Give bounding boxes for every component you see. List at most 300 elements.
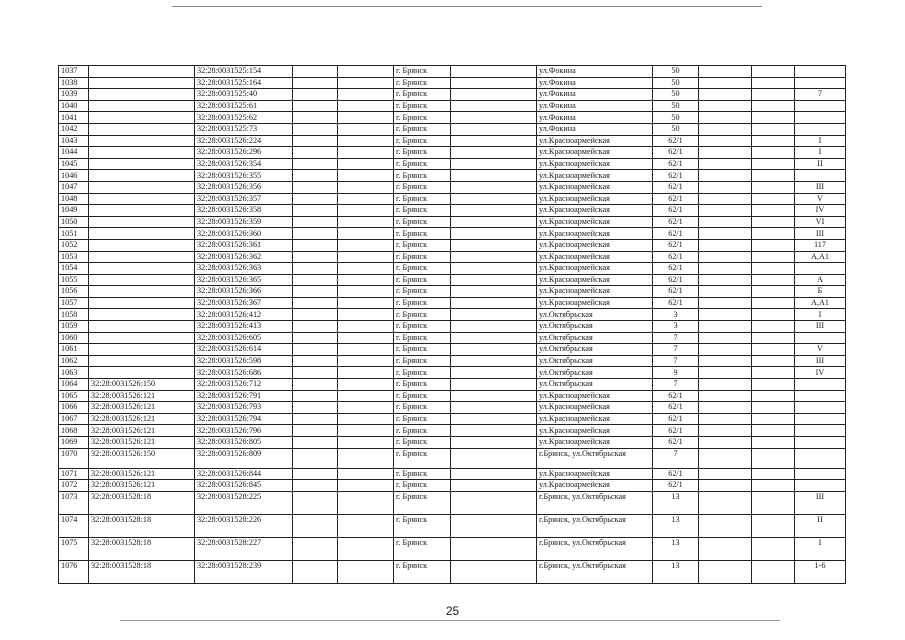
empty-cell (293, 100, 338, 112)
street-cell: ул.Красноармейская (537, 437, 653, 449)
premises-number-cell: А (795, 274, 846, 286)
cadastral-number-cell: 32:28:0031525:164 (195, 77, 293, 89)
row-number-cell: 1070 (59, 448, 89, 468)
house-number-cell: 50 (653, 77, 699, 89)
empty-cell (451, 181, 537, 193)
empty-cell (451, 402, 537, 414)
row-number-cell: 1037 (59, 66, 89, 78)
empty-cell (699, 379, 752, 391)
house-number-cell: 62/1 (653, 158, 699, 170)
empty-cell (752, 413, 795, 425)
cadastral-number-cell: 32:28:0031526:363 (195, 263, 293, 275)
table-row (59, 170, 846, 182)
parent-cadastral-number-cell (89, 77, 195, 89)
table-row (59, 181, 846, 193)
parent-cadastral-number-cell (89, 158, 195, 170)
cadastral-number-cell: 32:28:0031525:73 (195, 123, 293, 135)
house-number-cell: 50 (653, 66, 699, 78)
empty-cell (451, 390, 537, 402)
street-cell: ул.Фокина (537, 123, 653, 135)
table-row (59, 537, 846, 560)
empty-cell (338, 239, 394, 251)
empty-cell (293, 239, 338, 251)
table-row (59, 480, 846, 492)
empty-cell (338, 123, 394, 135)
property-registry-table (58, 65, 846, 584)
parent-cadastral-number-cell (89, 263, 195, 275)
empty-cell (338, 480, 394, 492)
street-cell: ул.Октябрьская (537, 367, 653, 379)
house-number-cell: 50 (653, 89, 699, 101)
row-number-cell: 1054 (59, 263, 89, 275)
table-row (59, 514, 846, 537)
premises-number-cell (795, 100, 846, 112)
row-number-cell: 1071 (59, 468, 89, 480)
table-row (59, 274, 846, 286)
empty-cell (752, 491, 795, 514)
city-cell: г. Брянск (394, 560, 451, 583)
empty-cell (699, 448, 752, 468)
table-row (59, 158, 846, 170)
parent-cadastral-number-cell (89, 89, 195, 101)
premises-number-cell: IV (795, 205, 846, 217)
city-cell: г. Брянск (394, 170, 451, 182)
city-cell: г. Брянск (394, 251, 451, 263)
city-cell: г. Брянск (394, 355, 451, 367)
premises-number-cell (795, 66, 846, 78)
empty-cell (699, 100, 752, 112)
cadastral-number-cell: 32:28:0031528:239 (195, 560, 293, 583)
empty-cell (752, 390, 795, 402)
premises-number-cell: I (795, 309, 846, 321)
empty-cell (451, 367, 537, 379)
street-cell: ул.Октябрьская (537, 379, 653, 391)
table-row (59, 560, 846, 583)
empty-cell (451, 147, 537, 159)
house-number-cell: 62/1 (653, 297, 699, 309)
empty-cell (752, 193, 795, 205)
city-cell: г. Брянск (394, 274, 451, 286)
empty-cell (699, 390, 752, 402)
table-row (59, 448, 846, 468)
empty-cell (699, 263, 752, 275)
house-number-cell: 62/1 (653, 181, 699, 193)
table-row (59, 112, 846, 124)
empty-cell (699, 170, 752, 182)
empty-cell (293, 468, 338, 480)
empty-cell (293, 286, 338, 298)
cadastral-number-cell: 32:28:0031526:614 (195, 344, 293, 356)
empty-cell (451, 170, 537, 182)
cadastral-number-cell: 32:28:0031526:844 (195, 468, 293, 480)
parent-cadastral-number-cell (89, 274, 195, 286)
table-row (59, 228, 846, 240)
empty-cell (338, 274, 394, 286)
cadastral-number-cell: 32:28:0031526:367 (195, 297, 293, 309)
street-cell: ул.Фокина (537, 112, 653, 124)
parent-cadastral-number-cell (89, 135, 195, 147)
empty-cell (699, 491, 752, 514)
empty-cell (752, 170, 795, 182)
empty-cell (338, 112, 394, 124)
empty-cell (699, 158, 752, 170)
city-cell: г. Брянск (394, 66, 451, 78)
street-cell: ул.Октябрьская (537, 355, 653, 367)
empty-cell (293, 332, 338, 344)
empty-cell (338, 89, 394, 101)
parent-cadastral-number-cell (89, 355, 195, 367)
parent-cadastral-number-cell (89, 251, 195, 263)
cadastral-number-cell: 32:28:0031526:366 (195, 286, 293, 298)
city-cell: г. Брянск (394, 286, 451, 298)
city-cell: г. Брянск (394, 491, 451, 514)
premises-number-cell: А,А1 (795, 297, 846, 309)
empty-cell (699, 239, 752, 251)
empty-cell (451, 560, 537, 583)
parent-cadastral-number-cell (89, 193, 195, 205)
empty-cell (752, 181, 795, 193)
empty-cell (699, 437, 752, 449)
top-rule (172, 6, 762, 7)
empty-cell (451, 344, 537, 356)
premises-number-cell (795, 437, 846, 449)
premises-number-cell (795, 332, 846, 344)
empty-cell (699, 77, 752, 89)
empty-cell (293, 448, 338, 468)
premises-number-cell: I (795, 537, 846, 560)
row-number-cell: 1038 (59, 77, 89, 89)
parent-cadastral-number-cell (89, 123, 195, 135)
street-cell: ул.Красноармейская (537, 205, 653, 217)
city-cell: г. Брянск (394, 135, 451, 147)
empty-cell (699, 413, 752, 425)
street-cell: г.Брянск, ул.Октябрьская (537, 491, 653, 514)
table-row (59, 123, 846, 135)
row-number-cell: 1047 (59, 181, 89, 193)
parent-cadastral-number-cell (89, 239, 195, 251)
table-row (59, 332, 846, 344)
row-number-cell: 1073 (59, 491, 89, 514)
empty-cell (451, 437, 537, 449)
parent-cadastral-number-cell: 32:28:0031526:150 (89, 448, 195, 468)
empty-cell (338, 413, 394, 425)
house-number-cell: 7 (653, 332, 699, 344)
cadastral-number-cell: 32:28:0031526:796 (195, 425, 293, 437)
house-number-cell: 62/1 (653, 425, 699, 437)
city-cell: г. Брянск (394, 239, 451, 251)
empty-cell (293, 66, 338, 78)
empty-cell (752, 251, 795, 263)
empty-cell (338, 251, 394, 263)
table-row (59, 344, 846, 356)
city-cell: г. Брянск (394, 205, 451, 217)
street-cell: г.Брянск, ул.Октябрьская (537, 560, 653, 583)
city-cell: г. Брянск (394, 297, 451, 309)
empty-cell (752, 147, 795, 159)
empty-cell (699, 251, 752, 263)
empty-cell (338, 135, 394, 147)
parent-cadastral-number-cell (89, 181, 195, 193)
empty-cell (699, 514, 752, 537)
city-cell: г. Брянск (394, 100, 451, 112)
street-cell: ул.Фокина (537, 77, 653, 89)
empty-cell (699, 425, 752, 437)
street-cell: г.Брянск, ул.Октябрьская (537, 537, 653, 560)
premises-number-cell: II (795, 514, 846, 537)
empty-cell (752, 367, 795, 379)
premises-number-cell: А,А1 (795, 251, 846, 263)
street-cell: ул.Октябрьская (537, 309, 653, 321)
empty-cell (338, 402, 394, 414)
row-number-cell: 1052 (59, 239, 89, 251)
premises-number-cell: Б (795, 286, 846, 298)
cadastral-number-cell: 32:28:0031526:845 (195, 480, 293, 492)
parent-cadastral-number-cell (89, 205, 195, 217)
row-number-cell: 1043 (59, 135, 89, 147)
parent-cadastral-number-cell (89, 297, 195, 309)
premises-number-cell: I (795, 135, 846, 147)
empty-cell (752, 297, 795, 309)
empty-cell (293, 193, 338, 205)
empty-cell (752, 560, 795, 583)
empty-cell (752, 274, 795, 286)
table-row (59, 413, 846, 425)
city-cell: г. Брянск (394, 158, 451, 170)
empty-cell (338, 491, 394, 514)
table-row (59, 135, 846, 147)
empty-cell (752, 468, 795, 480)
city-cell: г. Брянск (394, 537, 451, 560)
cadastral-number-cell: 32:28:0031526:358 (195, 205, 293, 217)
table-row (59, 66, 846, 78)
cadastral-number-cell: 32:28:0031525:40 (195, 89, 293, 101)
empty-cell (752, 448, 795, 468)
empty-cell (338, 181, 394, 193)
empty-cell (293, 251, 338, 263)
premises-number-cell: 7 (795, 89, 846, 101)
parent-cadastral-number-cell: 32:28:0031526:121 (89, 437, 195, 449)
empty-cell (752, 123, 795, 135)
cadastral-number-cell: 32:28:0031526:712 (195, 379, 293, 391)
table-row (59, 251, 846, 263)
table-row (59, 309, 846, 321)
empty-cell (451, 537, 537, 560)
empty-cell (293, 147, 338, 159)
city-cell: г. Брянск (394, 263, 451, 275)
cadastral-number-cell: 32:28:0031526:791 (195, 390, 293, 402)
street-cell: ул.Октябрьская (537, 332, 653, 344)
street-cell: ул.Красноармейская (537, 193, 653, 205)
empty-cell (752, 402, 795, 414)
house-number-cell: 62/1 (653, 468, 699, 480)
cadastral-number-cell: 32:28:0031525:62 (195, 112, 293, 124)
empty-cell (699, 344, 752, 356)
table-row (59, 437, 846, 449)
table-row (59, 286, 846, 298)
house-number-cell: 62/1 (653, 135, 699, 147)
empty-cell (293, 425, 338, 437)
house-number-cell: 62/1 (653, 205, 699, 217)
row-number-cell: 1046 (59, 170, 89, 182)
empty-cell (451, 112, 537, 124)
street-cell: ул.Красноармейская (537, 158, 653, 170)
row-number-cell: 1064 (59, 379, 89, 391)
parent-cadastral-number-cell (89, 112, 195, 124)
empty-cell (699, 181, 752, 193)
empty-cell (338, 205, 394, 217)
house-number-cell: 13 (653, 537, 699, 560)
cadastral-number-cell: 32:28:0031526:356 (195, 181, 293, 193)
cadastral-number-cell: 32:28:0031528:227 (195, 537, 293, 560)
street-cell: ул.Красноармейская (537, 239, 653, 251)
street-cell: ул.Красноармейская (537, 274, 653, 286)
premises-number-cell (795, 480, 846, 492)
street-cell: г.Брянск, ул.Октябрьская (537, 448, 653, 468)
premises-number-cell: IV (795, 367, 846, 379)
row-number-cell: 1040 (59, 100, 89, 112)
city-cell: г. Брянск (394, 367, 451, 379)
empty-cell (451, 193, 537, 205)
premises-number-cell (795, 425, 846, 437)
empty-cell (451, 158, 537, 170)
empty-cell (752, 228, 795, 240)
empty-cell (338, 147, 394, 159)
parent-cadastral-number-cell (89, 228, 195, 240)
city-cell: г. Брянск (394, 437, 451, 449)
parent-cadastral-number-cell (89, 100, 195, 112)
premises-number-cell (795, 77, 846, 89)
empty-cell (752, 205, 795, 217)
empty-cell (293, 413, 338, 425)
city-cell: г. Брянск (394, 402, 451, 414)
row-number-cell: 1068 (59, 425, 89, 437)
parent-cadastral-number-cell (89, 66, 195, 78)
row-number-cell: 1049 (59, 205, 89, 217)
empty-cell (293, 77, 338, 89)
street-cell: ул.Фокина (537, 66, 653, 78)
premises-number-cell: III (795, 355, 846, 367)
row-number-cell: 1058 (59, 309, 89, 321)
row-number-cell: 1048 (59, 193, 89, 205)
empty-cell (293, 216, 338, 228)
street-cell: ул.Красноармейская (537, 480, 653, 492)
city-cell: г. Брянск (394, 309, 451, 321)
empty-cell (451, 205, 537, 217)
empty-cell (293, 228, 338, 240)
empty-cell (752, 286, 795, 298)
parent-cadastral-number-cell: 32:28:0031526:121 (89, 425, 195, 437)
parent-cadastral-number-cell: 32:28:0031526:121 (89, 413, 195, 425)
city-cell: г. Брянск (394, 468, 451, 480)
parent-cadastral-number-cell: 32:28:0031526:121 (89, 480, 195, 492)
empty-cell (293, 135, 338, 147)
empty-cell (752, 480, 795, 492)
empty-cell (752, 344, 795, 356)
row-number-cell: 1072 (59, 480, 89, 492)
empty-cell (293, 537, 338, 560)
parent-cadastral-number-cell: 32:28:0031526:150 (89, 379, 195, 391)
empty-cell (293, 480, 338, 492)
street-cell: ул.Красноармейская (537, 251, 653, 263)
premises-number-cell: II (795, 158, 846, 170)
empty-cell (338, 367, 394, 379)
empty-cell (451, 135, 537, 147)
parent-cadastral-number-cell (89, 367, 195, 379)
parent-cadastral-number-cell (89, 309, 195, 321)
empty-cell (752, 239, 795, 251)
city-cell: г. Брянск (394, 77, 451, 89)
house-number-cell: 50 (653, 123, 699, 135)
cadastral-number-cell: 32:28:0031525:61 (195, 100, 293, 112)
street-cell: ул.Фокина (537, 89, 653, 101)
empty-cell (699, 402, 752, 414)
cadastral-number-cell: 32:28:0031526:359 (195, 216, 293, 228)
city-cell: г. Брянск (394, 89, 451, 101)
premises-number-cell (795, 448, 846, 468)
empty-cell (699, 560, 752, 583)
premises-number-cell: V (795, 193, 846, 205)
table-row (59, 425, 846, 437)
city-cell: г. Брянск (394, 123, 451, 135)
empty-cell (338, 66, 394, 78)
table-row (59, 297, 846, 309)
premises-number-cell (795, 468, 846, 480)
house-number-cell: 62/1 (653, 480, 699, 492)
cadastral-number-cell: 32:28:0031526:805 (195, 437, 293, 449)
empty-cell (451, 480, 537, 492)
empty-cell (338, 193, 394, 205)
premises-number-cell: V (795, 344, 846, 356)
table-row (59, 367, 846, 379)
empty-cell (293, 205, 338, 217)
house-number-cell: 62/1 (653, 228, 699, 240)
cadastral-number-cell: 32:28:0031526:365 (195, 274, 293, 286)
empty-cell (451, 297, 537, 309)
row-number-cell: 1063 (59, 367, 89, 379)
empty-cell (451, 100, 537, 112)
empty-cell (752, 437, 795, 449)
street-cell: ул.Красноармейская (537, 181, 653, 193)
empty-cell (451, 468, 537, 480)
house-number-cell: 13 (653, 560, 699, 583)
empty-cell (293, 181, 338, 193)
city-cell: г. Брянск (394, 480, 451, 492)
empty-cell (293, 274, 338, 286)
parent-cadastral-number-cell: 32:28:0031528:18 (89, 537, 195, 560)
empty-cell (293, 321, 338, 333)
row-number-cell: 1076 (59, 560, 89, 583)
row-number-cell: 1042 (59, 123, 89, 135)
cadastral-number-cell: 32:28:0031526:794 (195, 413, 293, 425)
house-number-cell: 62/1 (653, 390, 699, 402)
empty-cell (338, 158, 394, 170)
city-cell: г. Брянск (394, 216, 451, 228)
premises-number-cell (795, 402, 846, 414)
empty-cell (293, 560, 338, 583)
cadastral-number-cell: 32:28:0031526:296 (195, 147, 293, 159)
row-number-cell: 1065 (59, 390, 89, 402)
empty-cell (338, 437, 394, 449)
cadastral-number-cell: 32:28:0031528:226 (195, 514, 293, 537)
street-cell: ул.Красноармейская (537, 425, 653, 437)
empty-cell (752, 332, 795, 344)
empty-cell (699, 480, 752, 492)
empty-cell (293, 297, 338, 309)
street-cell: ул.Красноармейская (537, 147, 653, 159)
parent-cadastral-number-cell (89, 344, 195, 356)
empty-cell (752, 379, 795, 391)
row-number-cell: 1066 (59, 402, 89, 414)
